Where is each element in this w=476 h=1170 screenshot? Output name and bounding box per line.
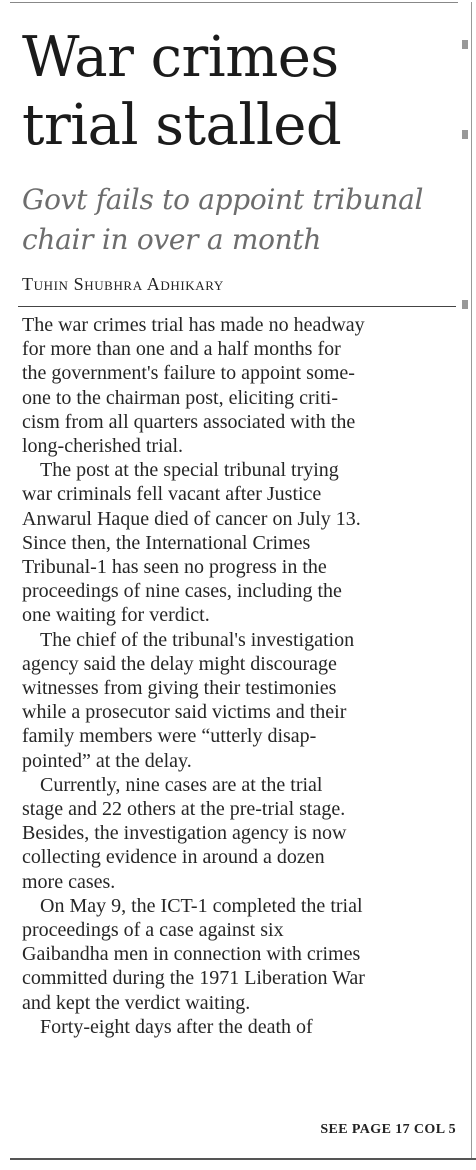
headline: [22, 24, 462, 160]
subheadline-line: Govt fails to appoint tribunal: [22, 183, 424, 216]
column-marker: [462, 40, 468, 49]
body-line: witnesses from giving their testimonies: [22, 677, 337, 700]
body-line: Gaibandha men in connection with crimes: [22, 943, 361, 966]
body-line: agency said the delay might discourage: [22, 652, 337, 675]
body-line: while a prosecutor said victims and their: [22, 701, 347, 724]
body-line: The post at the special tribunal trying: [40, 459, 339, 482]
body-line: pointed” at the delay.: [22, 749, 192, 772]
body-line: for more than one and a half months for: [22, 338, 341, 361]
body-line: more cases.: [22, 870, 116, 893]
body-line: and kept the verdict waiting.: [22, 991, 251, 1014]
subheadline: [22, 180, 468, 260]
byline-divider: [18, 306, 456, 307]
body-line: Besides, the investigation agency is now: [22, 822, 347, 845]
column-marker: [462, 130, 468, 139]
body-line: stage and 22 others at the pre-trial stage.: [22, 798, 346, 821]
headline-line: War crimes: [22, 25, 339, 90]
body-line: On May 9, the ICT-1 completed the trial: [40, 894, 363, 917]
body-line: proceedings of nine cases, including the: [22, 580, 342, 603]
body-line: war criminals fell vacant after Justice: [22, 483, 322, 506]
subheadline-line: chair in over a month: [22, 223, 322, 256]
column-marker: [462, 300, 468, 309]
body-line: Currently, nine cases are at the trial: [40, 773, 323, 796]
top-rule: [10, 2, 458, 3]
byline: Tuhin Shubhra Adhikary: [22, 274, 224, 294]
body-line: committed during the 1971 Liberation War: [22, 967, 365, 990]
body-line: Since then, the International Crimes: [22, 531, 311, 554]
body-line: cism from all quarters associated with the: [22, 410, 356, 433]
bottom-rule: [10, 1158, 476, 1160]
body-line: proceedings of a case against six: [22, 919, 284, 942]
article-body: [22, 313, 468, 1039]
body-line: Anwarul Haque died of cancer on July 13.: [22, 507, 361, 530]
continued-jump-line: SEE PAGE 17 COL 5: [320, 1122, 456, 1137]
body-line: long-cherished trial.: [22, 435, 184, 458]
body-line: one waiting for verdict.: [22, 604, 210, 627]
headline-line: trial stalled: [22, 93, 342, 158]
body-line: Tribunal-1 has seen no progress in the: [22, 556, 327, 579]
body-line: The war crimes trial has made no headway: [22, 314, 365, 336]
body-line: one to the chairman post, eliciting criti-: [22, 386, 339, 409]
body-line: The chief of the tribunal's investigation: [40, 628, 355, 651]
body-line: collecting evidence in around a dozen: [22, 846, 325, 869]
body-line: Forty-eight days after the death of: [40, 1015, 313, 1038]
column-rule: [471, 2, 472, 1158]
body-line: family members were “utterly disap-: [22, 725, 317, 748]
body-line: the government's failure to appoint some-: [22, 362, 355, 385]
